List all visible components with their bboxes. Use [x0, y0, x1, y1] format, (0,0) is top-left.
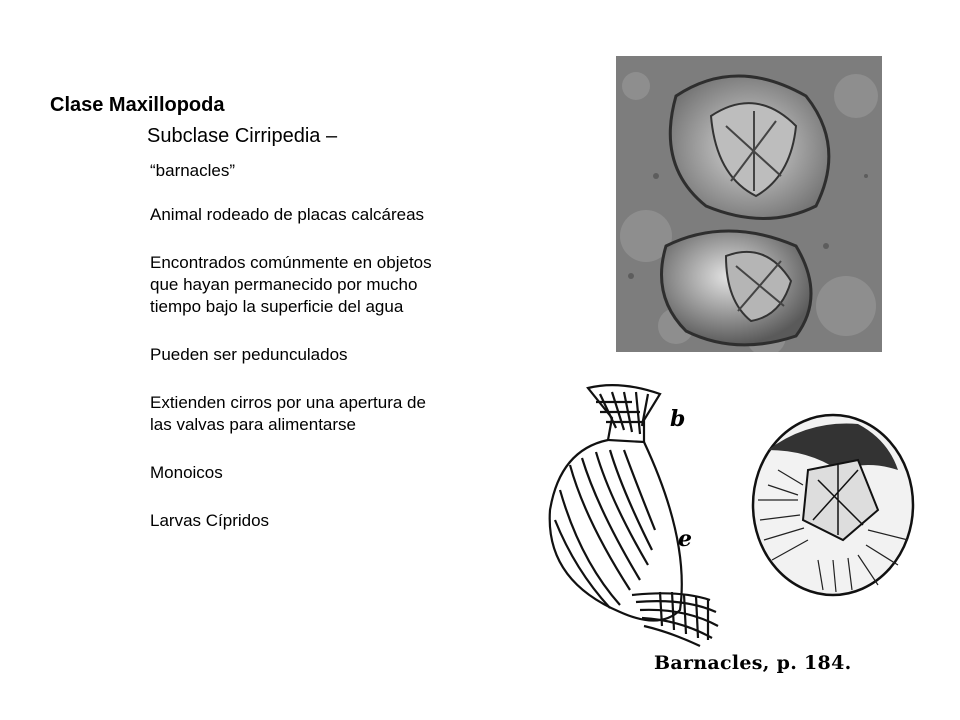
list-item-line: Extienden cirros por una apertura de: [150, 393, 426, 412]
figure-label-b: b: [670, 406, 686, 432]
list-item-line: Monoicos: [150, 463, 223, 482]
figure-caption: [654, 652, 852, 674]
list-item: [150, 252, 530, 318]
list-item: [150, 392, 530, 436]
list-item-line: Pueden ser pedunculados: [150, 345, 348, 364]
list-item-line: Animal rodeado de placas calcáreas: [150, 205, 425, 224]
list-item-line: las valvas para alimentarse: [150, 415, 356, 434]
list-item: [150, 462, 530, 484]
slide-subtitle: Subclase Cirripedia –: [147, 125, 338, 147]
list-item: [150, 510, 530, 532]
slide-title: Clase Maxillopoda: [50, 94, 225, 116]
barnacle-photo: [616, 56, 882, 352]
caption-page: , p. 184.: [762, 652, 852, 674]
list-item: [150, 344, 530, 366]
acorn-barnacle-drawing: [748, 410, 918, 600]
list-item: [150, 204, 530, 226]
list-item-line: Larvas Cípridos: [150, 511, 270, 530]
list-item-line: tiempo bajo la superficie del agua: [150, 297, 404, 316]
bullet-list: [150, 160, 530, 558]
stalked-barnacle-drawing: [540, 380, 740, 650]
list-item-line: “barnacles”: [150, 161, 236, 180]
list-item-line: Encontrados comúnmente en objetos: [150, 253, 432, 272]
caption-title: Barnacles: [654, 652, 763, 674]
list-item: [150, 160, 530, 182]
list-item-line: que hayan permanecido por mucho: [150, 275, 418, 294]
figure-label-e: e: [678, 526, 692, 552]
